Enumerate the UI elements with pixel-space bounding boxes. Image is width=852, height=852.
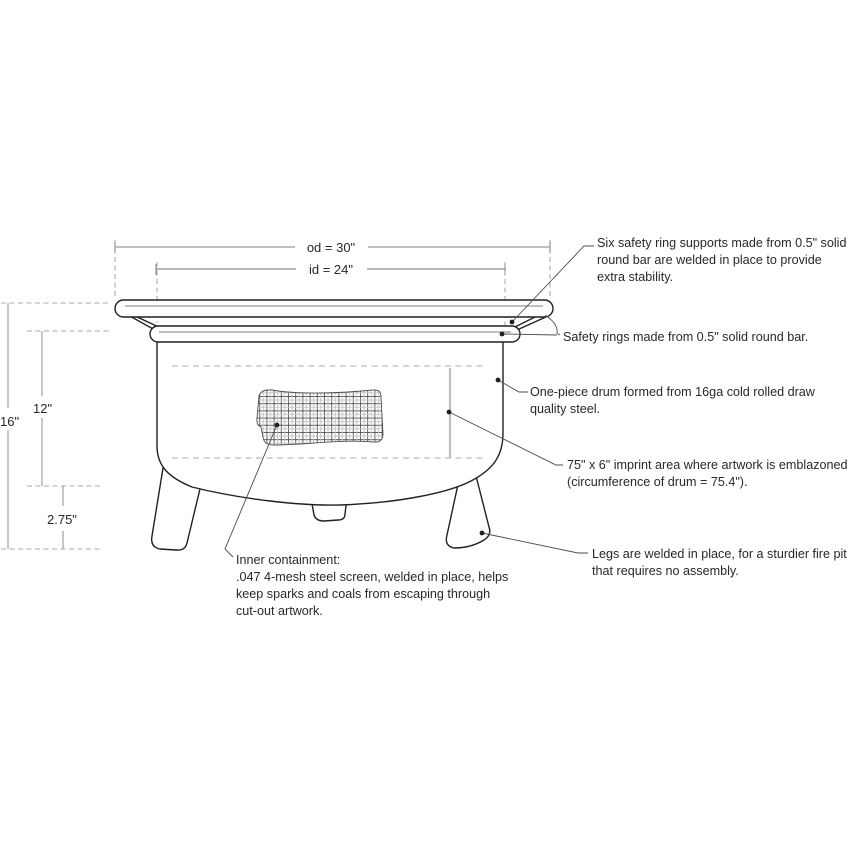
- callout-line: that requires no assembly.: [592, 564, 739, 578]
- callout-safety-rings: [563, 329, 808, 346]
- callout-line: Legs are welded in place, for a sturdier fire pit: [592, 547, 847, 561]
- callout-line: Inner containment:: [236, 553, 341, 567]
- callout-line: Six safety ring supports made from 0.5" solid: [597, 236, 847, 250]
- drum-height-label: 12": [33, 401, 53, 416]
- id-dimension-label: id = 24": [308, 262, 354, 277]
- callout-legs: [592, 546, 847, 580]
- callout-imprint-area: [567, 457, 848, 491]
- mesh-screen: [257, 390, 383, 445]
- leader-safety-rings-top: [545, 315, 560, 335]
- leg-height-label: 2.75": [47, 512, 77, 527]
- total-height-label: 16": [0, 414, 20, 429]
- callout-inner-containment: [236, 552, 508, 620]
- leader-legs: [482, 533, 588, 553]
- callout-line: (circumference of drum = 75.4").: [567, 475, 748, 489]
- callout-line: extra stability.: [597, 270, 674, 284]
- callout-line: Safety rings made from 0.5" solid round bar.: [563, 330, 809, 344]
- safety-ring: [150, 326, 520, 342]
- callout-six-supports: [597, 235, 846, 286]
- od-dimension-label: od = 30": [306, 240, 356, 255]
- callout-line: quality steel.: [530, 402, 601, 416]
- callout-line: round bar are welded in place to provide: [597, 253, 822, 267]
- callout-line: .047 4-mesh steel screen, welded in place, helps: [236, 570, 509, 584]
- callout-line: 75" x 6" imprint area where artwork is emblazoned: [567, 458, 848, 472]
- callout-line: cut-out artwork.: [236, 604, 323, 618]
- top-rim-ring: [115, 300, 553, 317]
- callout-drum: [530, 384, 815, 418]
- callout-line: One-piece drum formed from 16ga cold rolled draw: [530, 385, 815, 399]
- callout-line: keep sparks and coals from escaping through: [236, 587, 491, 601]
